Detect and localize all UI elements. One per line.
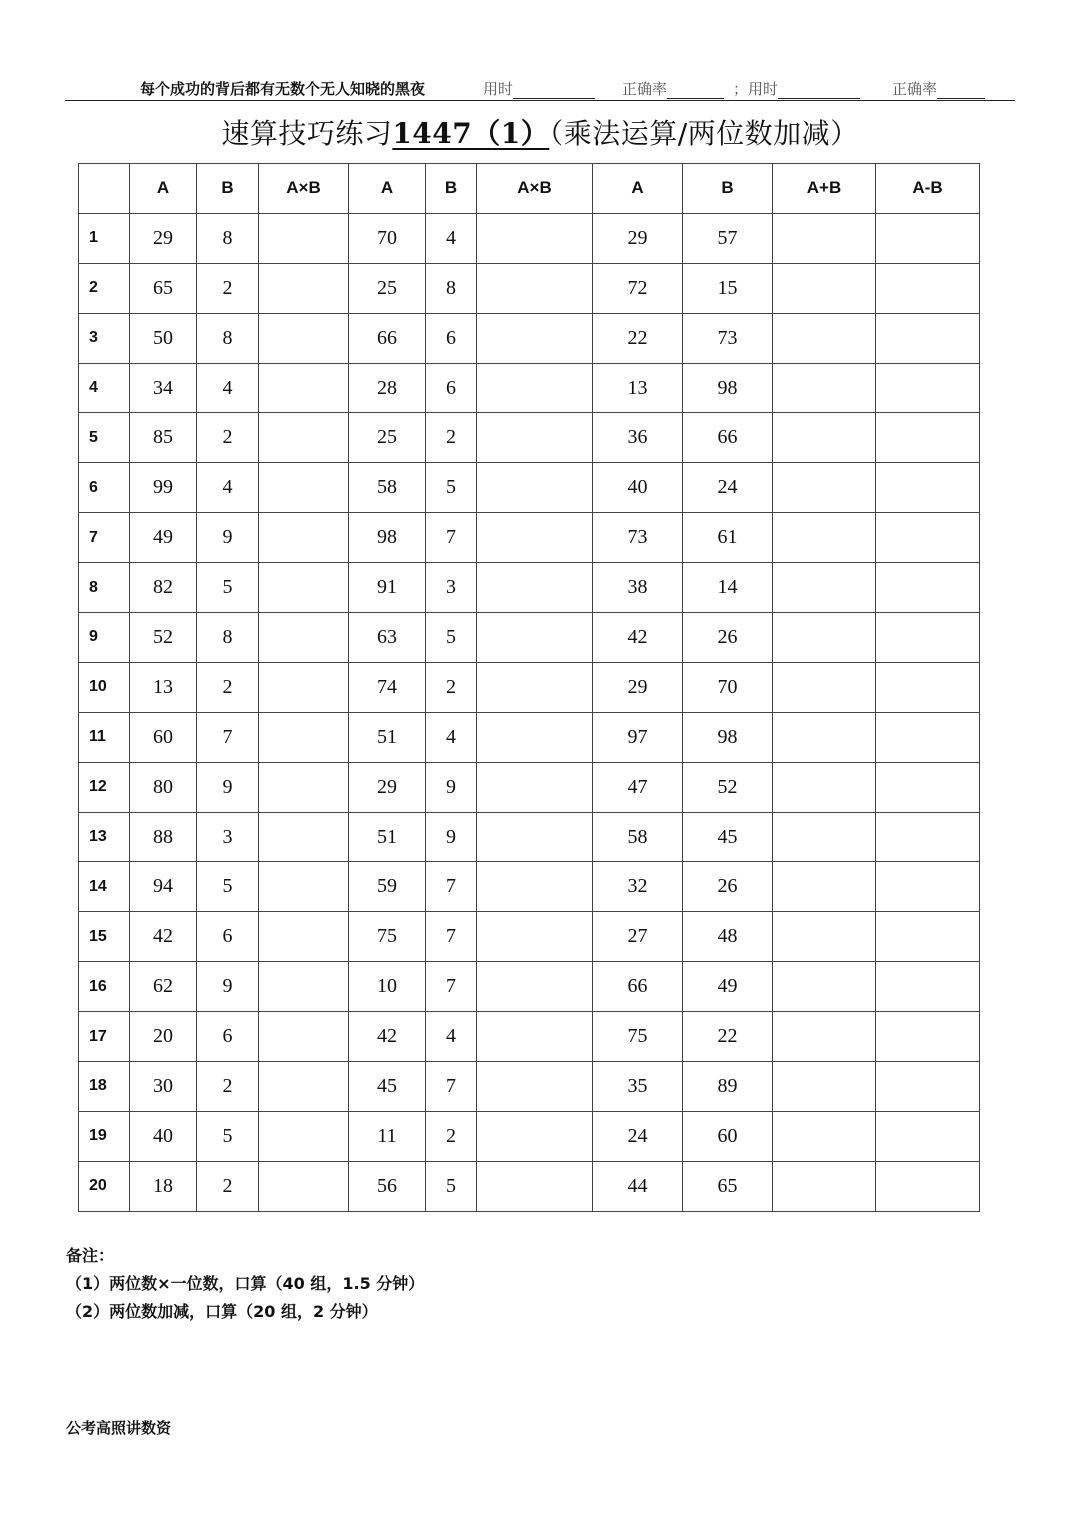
operand-cell: 6 — [426, 313, 477, 363]
answer-cell[interactable] — [876, 812, 980, 862]
answer-cell[interactable] — [477, 463, 593, 513]
answer-cell[interactable] — [773, 263, 876, 313]
operand-cell: 49 — [130, 513, 197, 563]
operand-cell: 42 — [349, 1012, 426, 1062]
operand-cell: 45 — [349, 1062, 426, 1112]
operand-cell: 6 — [197, 1012, 259, 1062]
table-row — [79, 812, 980, 862]
operand-cell: 3 — [197, 812, 259, 862]
answer-cell[interactable] — [773, 1012, 876, 1062]
operand-cell: 42 — [593, 613, 683, 663]
answer-cell[interactable] — [773, 762, 876, 812]
row-number: 8 — [79, 563, 130, 613]
row-number: 13 — [79, 812, 130, 862]
operand-cell: 47 — [593, 762, 683, 812]
operand-cell: 97 — [593, 712, 683, 762]
operand-cell: 51 — [349, 812, 426, 862]
motto-text: 每个成功的背后都有无数个无人知晓的黑夜 — [140, 80, 426, 98]
row-number: 4 — [79, 363, 130, 413]
answer-cell[interactable] — [773, 1161, 876, 1211]
answer-cell[interactable] — [259, 1111, 349, 1161]
operand-cell: 6 — [197, 912, 259, 962]
answer-cell[interactable] — [259, 662, 349, 712]
operand-cell: 8 — [197, 313, 259, 363]
answer-cell[interactable] — [259, 613, 349, 663]
operand-cell: 22 — [593, 313, 683, 363]
column-header: A-B — [876, 164, 980, 214]
operand-cell: 62 — [130, 962, 197, 1012]
operand-cell: 73 — [593, 513, 683, 563]
operand-cell: 99 — [130, 463, 197, 513]
answer-cell[interactable] — [259, 463, 349, 513]
notes-heading: 备注： — [66, 1246, 115, 1265]
operand-cell: 32 — [593, 862, 683, 912]
operand-cell: 18 — [130, 1161, 197, 1211]
operand-cell: 2 — [426, 1111, 477, 1161]
notes-line-1: （1）两位数×一位数，口算（40 组，1.5 分钟） — [66, 1274, 425, 1293]
column-header: B — [197, 164, 259, 214]
operand-cell: 80 — [130, 762, 197, 812]
separator: ； — [733, 80, 749, 98]
accuracy-field-1[interactable] — [622, 78, 724, 99]
operand-cell: 24 — [593, 1111, 683, 1161]
operand-cell: 88 — [130, 812, 197, 862]
operand-cell: 5 — [197, 1111, 259, 1161]
answer-cell[interactable] — [876, 563, 980, 613]
operand-cell: 10 — [349, 962, 426, 1012]
answer-cell[interactable] — [876, 413, 980, 463]
operand-cell: 5 — [426, 613, 477, 663]
operand-cell: 65 — [683, 1161, 773, 1211]
column-header: A+B — [773, 164, 876, 214]
operand-cell: 50 — [130, 313, 197, 363]
row-number: 5 — [79, 413, 130, 463]
answer-cell[interactable] — [259, 413, 349, 463]
answer-cell[interactable] — [773, 662, 876, 712]
operand-cell: 75 — [593, 1012, 683, 1062]
column-header: A — [593, 164, 683, 214]
table-row — [79, 613, 980, 663]
operand-cell: 8 — [197, 213, 259, 263]
operand-cell: 7 — [426, 1062, 477, 1112]
operand-cell: 9 — [426, 812, 477, 862]
answer-cell[interactable] — [477, 1062, 593, 1112]
answer-cell[interactable] — [876, 712, 980, 762]
accuracy-blank-1[interactable] — [667, 84, 724, 99]
column-header: A×B — [259, 164, 349, 214]
operand-cell: 2 — [426, 413, 477, 463]
accuracy-label-2: 正确率 — [892, 80, 938, 98]
operand-cell: 61 — [683, 513, 773, 563]
answer-cell[interactable] — [477, 263, 593, 313]
operand-cell: 57 — [683, 213, 773, 263]
operand-cell: 29 — [593, 213, 683, 263]
answer-cell[interactable] — [477, 413, 593, 463]
answer-cell[interactable] — [876, 1161, 980, 1211]
operand-cell: 66 — [349, 313, 426, 363]
row-number: 6 — [79, 463, 130, 513]
operand-cell: 2 — [197, 413, 259, 463]
operand-cell: 8 — [426, 263, 477, 313]
answer-cell[interactable] — [477, 563, 593, 613]
operand-cell: 30 — [130, 1062, 197, 1112]
operand-cell: 25 — [349, 263, 426, 313]
answer-cell[interactable] — [477, 1012, 593, 1062]
operand-cell: 3 — [426, 563, 477, 613]
operand-cell: 7 — [426, 862, 477, 912]
operand-cell: 45 — [683, 812, 773, 862]
row-number: 3 — [79, 313, 130, 363]
answer-cell[interactable] — [773, 962, 876, 1012]
accuracy-blank-2[interactable] — [937, 84, 985, 99]
operand-cell: 5 — [426, 1161, 477, 1211]
column-header — [79, 164, 130, 214]
operand-cell: 28 — [349, 363, 426, 413]
operand-cell: 7 — [426, 962, 477, 1012]
column-header: B — [683, 164, 773, 214]
answer-cell[interactable] — [876, 862, 980, 912]
operand-cell: 73 — [683, 313, 773, 363]
operand-cell: 82 — [130, 563, 197, 613]
page-title — [0, 112, 1080, 152]
answer-cell[interactable] — [477, 812, 593, 862]
table-row — [79, 1161, 980, 1211]
answer-cell[interactable] — [773, 413, 876, 463]
answer-cell[interactable] — [876, 662, 980, 712]
answer-cell[interactable] — [259, 213, 349, 263]
row-number: 20 — [79, 1161, 130, 1211]
operand-cell: 66 — [683, 413, 773, 463]
answer-cell[interactable] — [259, 563, 349, 613]
operand-cell: 70 — [349, 213, 426, 263]
answer-cell[interactable] — [773, 563, 876, 613]
operand-cell: 60 — [130, 712, 197, 762]
accuracy-field-2[interactable] — [892, 78, 985, 99]
operand-cell: 6 — [426, 363, 477, 413]
row-number: 2 — [79, 263, 130, 313]
operand-cell: 36 — [593, 413, 683, 463]
operand-cell: 91 — [349, 563, 426, 613]
operand-cell: 40 — [593, 463, 683, 513]
operand-cell: 5 — [197, 862, 259, 912]
time-field-1[interactable] — [483, 78, 595, 99]
answer-cell[interactable] — [876, 1111, 980, 1161]
operand-cell: 66 — [593, 962, 683, 1012]
table-row — [79, 762, 980, 812]
operand-cell: 9 — [426, 762, 477, 812]
time-field-2[interactable] — [733, 78, 860, 99]
table-row — [79, 213, 980, 263]
title-prefix: 速算技巧练习 — [221, 117, 393, 150]
answer-cell[interactable] — [773, 1111, 876, 1161]
operand-cell: 70 — [683, 662, 773, 712]
operand-cell: 98 — [683, 363, 773, 413]
table-row — [79, 1012, 980, 1062]
operand-cell: 52 — [130, 613, 197, 663]
operand-cell: 59 — [349, 862, 426, 912]
answer-cell[interactable] — [876, 263, 980, 313]
operand-cell: 40 — [130, 1111, 197, 1161]
answer-cell[interactable] — [259, 962, 349, 1012]
table-row — [79, 1111, 980, 1161]
answer-cell[interactable] — [477, 313, 593, 363]
answer-cell[interactable] — [773, 213, 876, 263]
answer-cell[interactable] — [773, 363, 876, 413]
answer-cell[interactable] — [876, 613, 980, 663]
answer-cell[interactable] — [876, 463, 980, 513]
table-row — [79, 263, 980, 313]
table-row — [79, 363, 980, 413]
answer-cell[interactable] — [773, 613, 876, 663]
operand-cell: 7 — [197, 712, 259, 762]
row-number: 18 — [79, 1062, 130, 1112]
operand-cell: 9 — [197, 962, 259, 1012]
answer-cell[interactable] — [876, 762, 980, 812]
operand-cell: 75 — [349, 912, 426, 962]
answer-cell[interactable] — [259, 762, 349, 812]
answer-cell[interactable] — [259, 1012, 349, 1062]
answer-cell[interactable] — [477, 712, 593, 762]
operand-cell: 89 — [683, 1062, 773, 1112]
operand-cell: 85 — [130, 413, 197, 463]
operand-cell: 29 — [130, 213, 197, 263]
operand-cell: 34 — [130, 363, 197, 413]
title-code: 1447（1） — [392, 117, 550, 150]
operand-cell: 51 — [349, 712, 426, 762]
table-row — [79, 712, 980, 762]
operand-cell: 26 — [683, 613, 773, 663]
operand-cell: 58 — [593, 812, 683, 862]
answer-cell[interactable] — [259, 1062, 349, 1112]
operand-cell: 58 — [349, 463, 426, 513]
table-row — [79, 1062, 980, 1112]
answer-cell[interactable] — [259, 313, 349, 363]
operand-cell: 11 — [349, 1111, 426, 1161]
operand-cell: 9 — [197, 762, 259, 812]
operand-cell: 44 — [593, 1161, 683, 1211]
operand-cell: 94 — [130, 862, 197, 912]
answer-cell[interactable] — [876, 363, 980, 413]
column-header: A — [130, 164, 197, 214]
time-blank-1[interactable] — [513, 84, 595, 99]
answer-cell[interactable] — [477, 1161, 593, 1211]
operand-cell: 74 — [349, 662, 426, 712]
operand-cell: 2 — [426, 662, 477, 712]
operand-cell: 38 — [593, 563, 683, 613]
operand-cell: 2 — [197, 263, 259, 313]
row-number: 12 — [79, 762, 130, 812]
time-label-1: 用时 — [483, 80, 514, 98]
footer-text: 公考高照讲数资 — [66, 1419, 172, 1437]
table-body — [79, 213, 980, 1211]
operand-cell: 7 — [426, 912, 477, 962]
operand-cell: 65 — [130, 263, 197, 313]
time-blank-2[interactable] — [778, 84, 860, 99]
operand-cell: 4 — [426, 712, 477, 762]
operand-cell: 26 — [683, 862, 773, 912]
operand-cell: 22 — [683, 1012, 773, 1062]
answer-cell[interactable] — [477, 662, 593, 712]
operand-cell: 98 — [349, 513, 426, 563]
operand-cell: 2 — [197, 1062, 259, 1112]
table-row — [79, 513, 980, 563]
operand-cell: 13 — [130, 662, 197, 712]
operand-cell: 24 — [683, 463, 773, 513]
answer-cell[interactable] — [477, 762, 593, 812]
operand-cell: 98 — [683, 712, 773, 762]
operand-cell: 15 — [683, 263, 773, 313]
operand-cell: 5 — [197, 563, 259, 613]
column-header: A — [349, 164, 426, 214]
operand-cell: 56 — [349, 1161, 426, 1211]
exercise-table — [78, 163, 980, 1212]
operand-cell: 52 — [683, 762, 773, 812]
accuracy-label-1: 正确率 — [622, 80, 668, 98]
row-number: 7 — [79, 513, 130, 563]
answer-cell[interactable] — [773, 463, 876, 513]
answer-cell[interactable] — [259, 1161, 349, 1211]
answer-cell[interactable] — [259, 363, 349, 413]
table-row — [79, 313, 980, 363]
table-header-row — [79, 164, 980, 214]
operand-cell: 20 — [130, 1012, 197, 1062]
operand-cell: 4 — [426, 213, 477, 263]
page-header — [65, 74, 1015, 101]
answer-cell[interactable] — [773, 313, 876, 363]
operand-cell: 4 — [197, 463, 259, 513]
operand-cell: 49 — [683, 962, 773, 1012]
answer-cell[interactable] — [876, 1012, 980, 1062]
row-number: 16 — [79, 962, 130, 1012]
table-row — [79, 662, 980, 712]
answer-cell[interactable] — [259, 513, 349, 563]
operand-cell: 9 — [197, 513, 259, 563]
answer-cell[interactable] — [773, 862, 876, 912]
answer-cell[interactable] — [477, 862, 593, 912]
operand-cell: 13 — [593, 363, 683, 413]
title-suffix: （乘法运算/两位数加减） — [549, 117, 859, 150]
row-number: 19 — [79, 1111, 130, 1161]
row-number: 15 — [79, 912, 130, 962]
answer-cell[interactable] — [477, 1111, 593, 1161]
row-number: 1 — [79, 213, 130, 263]
notes-line-2: （2）两位数加减，口算（20 组，2 分钟） — [66, 1302, 378, 1321]
table-row — [79, 962, 980, 1012]
table-row — [79, 563, 980, 613]
operand-cell: 2 — [197, 662, 259, 712]
operand-cell: 27 — [593, 912, 683, 962]
answer-cell[interactable] — [876, 313, 980, 363]
column-header: A×B — [477, 164, 593, 214]
row-number: 10 — [79, 662, 130, 712]
operand-cell: 14 — [683, 563, 773, 613]
row-number: 11 — [79, 712, 130, 762]
answer-cell[interactable] — [477, 962, 593, 1012]
table-row — [79, 413, 980, 463]
answer-cell[interactable] — [876, 912, 980, 962]
operand-cell: 2 — [197, 1161, 259, 1211]
table-row — [79, 862, 980, 912]
row-number: 17 — [79, 1012, 130, 1062]
answer-cell[interactable] — [773, 1062, 876, 1112]
operand-cell: 63 — [349, 613, 426, 663]
answer-cell[interactable] — [876, 1062, 980, 1112]
operand-cell: 7 — [426, 513, 477, 563]
answer-cell[interactable] — [259, 862, 349, 912]
table-row — [79, 912, 980, 962]
operand-cell: 35 — [593, 1062, 683, 1112]
operand-cell: 4 — [197, 363, 259, 413]
operand-cell: 42 — [130, 912, 197, 962]
answer-cell[interactable] — [773, 513, 876, 563]
answer-cell[interactable] — [259, 263, 349, 313]
operand-cell: 8 — [197, 613, 259, 663]
answer-cell[interactable] — [477, 912, 593, 962]
column-header: B — [426, 164, 477, 214]
answer-cell[interactable] — [876, 962, 980, 1012]
operand-cell: 60 — [683, 1111, 773, 1161]
operand-cell: 29 — [593, 662, 683, 712]
answer-cell[interactable] — [773, 912, 876, 962]
answer-cell[interactable] — [477, 613, 593, 663]
answer-cell[interactable] — [259, 912, 349, 962]
notes-section — [66, 1242, 424, 1326]
operand-cell: 5 — [426, 463, 477, 513]
row-number: 9 — [79, 613, 130, 663]
answer-cell[interactable] — [876, 513, 980, 563]
operand-cell: 29 — [349, 762, 426, 812]
answer-cell[interactable] — [259, 812, 349, 862]
table-row — [79, 463, 980, 513]
answer-cell[interactable] — [773, 712, 876, 762]
answer-cell[interactable] — [259, 712, 349, 762]
operand-cell: 25 — [349, 413, 426, 463]
time-label-2: 用时 — [748, 80, 779, 98]
answer-cell[interactable] — [773, 812, 876, 862]
answer-cell[interactable] — [477, 363, 593, 413]
operand-cell: 72 — [593, 263, 683, 313]
answer-cell[interactable] — [477, 213, 593, 263]
answer-cell[interactable] — [876, 213, 980, 263]
operand-cell: 4 — [426, 1012, 477, 1062]
answer-cell[interactable] — [477, 513, 593, 563]
row-number: 14 — [79, 862, 130, 912]
operand-cell: 48 — [683, 912, 773, 962]
